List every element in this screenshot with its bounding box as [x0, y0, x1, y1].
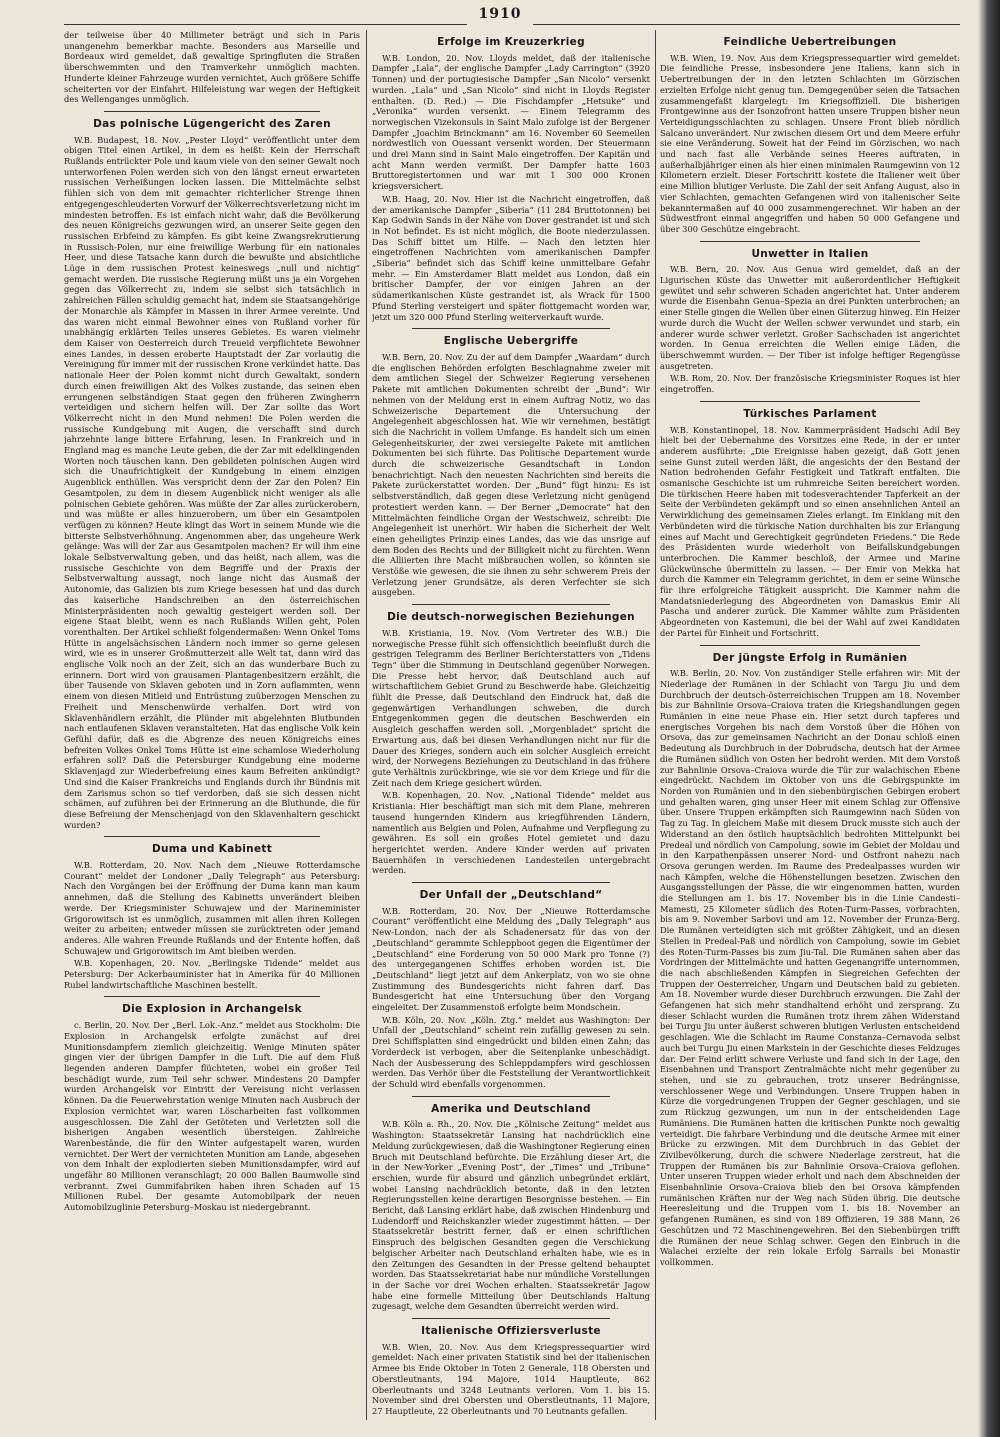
- article: [660, 241, 960, 395]
- article-separator: [412, 604, 610, 605]
- article-headline: Erfolge im Kreuzerkrieg: [437, 36, 585, 48]
- article-paragraph: der teilweise über 40 Millimeter beträgt und sich in Paris unangenehm bemerkbar machte. Besonders aus Marseille und Bordeaux wird gemeldet, daß gewaltige Springfluten die Straßen überschwemmten und den Tramverkehr unmöglich machten. Hunderte kleiner Fahrzeuge wurden vernichtet, Auch größere Schiffe scheiterten vor der Einfahrt. Hilfeleistung war wegen der Heftigkeit des Wellenganges unmöglich.: [64, 30, 360, 105]
- article-separator: [700, 401, 920, 402]
- article-paragraph: W.B. London, 20. Nov. Lloyds meldet, daß der italienische Dampfer „Lala“, der englische Dampfer „Lady Carrington“ (3920 Tonnen) und der portugiesische Dampfer „San Nicolo“ versenkt wurden. „Lala“ und „San Nicolo“ sind nicht in Lloyds Register enthalten. (D. Red.) — Die Fischdampfer „Hetsuke“ und „Veronika“ wurden versenkt. — Einem Telegramm des norwegischen Vizekonsuls in Saint Malo zufolge ist der Bergener Dampfer „Joachim Brinckmann“ am 16. November 60 Seemeilen nordwestlich von Ouessant versenkt worden. Der Steuermann und drei Mann sind in Saint Malo eingetroffen. Der Kapitän und acht Mann werden vermißt. Der Dampfer hatte 1603 Bruttoregistertonnen und war mit 1 300 000 Kronen kriegsversichert.: [372, 52, 650, 192]
- column-divider: [655, 30, 656, 1420]
- article-paragraph: W.B. Kopenhagen, 20. Nov. „National Tidende“ meldet aus Kristiania: Hier beschäftigt man sich mit dem Plane, mehreren tausend hungernden Kindern aus kriegführenden Ländern, namentlich aus Belgien und Polen, Aufnahme und Verpflegung zu gewähren. Es soll ein großes Hotel gemietet und dazu hergerichtet werden. Andere Kinder werden auf privaten Bauernhöfen in verschiedenen Landesteilen untergebracht werden.: [372, 790, 650, 876]
- article-separator: [412, 1318, 610, 1319]
- article-paragraph: W.B. Rotterdam, 20. Nov. Der „Nieuwe Rotterdamsche Courant“ veröffentlicht eine Meldung des „Daily Telegraph“ aus New-London, nach der als Schadenersatz für das von der „Deutschland“ gerammte Schleppboot gegen die Eigentümer der „Deutschland“ eine Forderung von 50 000 Mark pro Tonne (?) des untergegangenen Schiffes erhoben worden ist. Die „Deutschland“ liegt jetzt auf dem Ankerplatz, von wo sie ohne Zustimmung des Bundesgerichts nicht fahren darf. Das Bundesgericht hat eine Untersuchung über den Vorgang eingeleitet. Der Zusammenstoß erfolgte beim Mondschein.: [372, 905, 650, 1013]
- article: [372, 604, 650, 876]
- article-separator: [104, 111, 320, 112]
- article: [660, 401, 960, 639]
- article-separator: [412, 328, 610, 329]
- article-headline: Feindliche Uebertreibungen: [723, 36, 897, 48]
- article-paragraph: W.B. Rotterdam, 20. Nov. Nach dem „Nieuwe Rotterdamsche Courant“ meldet der Londoner „Daily Telegraph“ aus Petersburg: Nach den Vorgängen bei der Eröffnung der Duma kann man kaum annehmen, daß die Stellung des Kabinetts unverändert bleiben werde. Der Kriegsminister Schuwajew und der Marineminister Grigorowitsch ist es unmöglich, zusammen mit allen ihren Kollegen weiter zu arbeiten; entweder müssen sie zurücktreten oder jemand anderes. Alle wahren Freunde Rußlands und der Entente hoffen, daß Schuwajew und Grigorowitsch im Amt bleiben werden.: [64, 860, 360, 956]
- article: [64, 836, 360, 990]
- scan-border: [978, 0, 1000, 1437]
- article-paragraph: W.B. Kristiania, 19. Nov. (Vom Vertreter des W.B.) Die norwegische Presse fühlt sich offensichtlich beeinflußt durch die gestrigen Telegramm des Berliner Berichterstatters von „Tidens Tegn“ über die Stimmung in Deutschland gegenüber Norwegen. Die Presse hebt hervor, daß Deutschland auch auf wirtschaftlichem Gebiet Grund zu Beschwerde habe. Gleichzeitig fühlt die Presse, daß Deutschland den Eindruck hat, daß die gegenwärtigen Verhandlungen schweben, die durch Entgegenkommen gegen die deutschen Beschwerden ein Ausgleich geschaffen werden soll. „Morgenbladet“ spricht die Erwartung aus, daß bei diesen Verhandlungen nicht nur für die Dauer des Krieges, sondern auch ein solcher Ausgleich erreicht wird, der Norwegens Beziehungen zu Deutschland in das frühere gute Verhältnis zurückbringe, wie sie vor dem Kriege und für die Zeit nach dem Kriege gesichert würden.: [372, 627, 650, 788]
- article-paragraph: W.B. Haag, 20. Nov. Hier ist die Nachricht eingetroffen, daß der amerikanische Dampfer „Siberia“ (11 284 Bruttotonnen) bei Kap Godwin Sands in der Nähe von Dover gestrandet ist und sich in Not befindet. Es ist nicht möglich, die Boote niederzulassen. Das Schiff bittet um Hilfe. — Nach den letzten hier eingetroffenen Nachrichten vom amerikanischen Dampfer „Siberia“ befindet sich das Schiff keine unmittelbare Gefahr mehr. — Ein Amsterdamer Blatt meldet aus London, daß ein britischer Dampfer, der vor einigen Jahren an der südamerikanischen Küste gestrandet ist, als Wrack für 1500 Pfund Sterling versteigert und später flottgemacht worden war, jetzt um 320 000 Pfund Sterling weiterverkauft wurde.: [372, 193, 650, 322]
- column-divider: [366, 30, 367, 1420]
- article-headline: Englische Uebergriffe: [443, 335, 579, 348]
- article: [372, 37, 650, 322]
- article-paragraph: W.B. Rom, 20. Nov. Der französische Kriegsminister Roques ist hier eingetroffen.: [660, 373, 960, 395]
- article-headline: Der Unfall der „Deutschland“: [419, 889, 603, 902]
- article-separator: [412, 882, 610, 883]
- article-headline: Amerika und Deutschland: [431, 1102, 591, 1115]
- article-headline: Die deutsch-norwegischen Beziehungen: [387, 611, 635, 624]
- article-headline: Der jüngste Erfolg in Rumänien: [712, 651, 908, 664]
- article-separator: [700, 645, 920, 646]
- column-3: [660, 30, 960, 1425]
- article: [372, 882, 650, 1090]
- column-2: [372, 30, 650, 1425]
- article-separator: [700, 241, 920, 242]
- article: [64, 30, 360, 105]
- article-paragraph: W.B. Budapest, 18. Nov. „Pester Lloyd“ veröffentlicht unter dem obigen Titel einen Artikel, in dem es heißt: Kein der Herrschaft Rußlands entrückter Pole und kaum viele von den seiner Gewalt noch unterworfenen Polen werden sich von den längst erneut erwarteten russischen Verheißungen locken lassen. Die Mittelmächte selbst fühlen sich von dem mit gemachter richterlicher Strenge ihnen entgegengeschleuderten Vorwurf der Völkerrechtsverletzung nicht im mindesten betroffen. Es ist einfach nicht wahr, daß die Bevölkerung des neuen Königreichs gezwungen wird, an unserer Seite gegen den russischen Erbfeind zu kämpfen. Es gibt keine Zwangsrekrutierung in Russisch-Polen, nur eine freiwillige Werbung für ein nationales Heer, und diese Tatsache kann durch die bewußte und absichtliche Lüge in dem russischen Protest keineswegs „null und nichtig“ gemacht werden. Die russische Regierung müßt uns ja ein Vorgehen gegen das Völkerrecht zu, indem sie selbst sich tatsächlich in zahlreichen Fällen schuldig gemacht hat, indem sie Staatsangehörige der Monarchie als Kämpfer in Massen in ihrer Armee vereinte. Und das waren nicht einmal Bewohner eines von Rußland vorher für unabhängig erklärten Teiles unseres Gebietes. Es waren vielmehr dem Kaiser von Oesterreich durch Treueid verpflichtete Bewohner eines Landes, in dessen eroberte Hauptstadt der Zar vorlautig die Vereinigung für immer mit der russischen Krone verkündet hatte. Das nationale Heer der Polen kommt nicht durch Gewaltakt, sondern durch einen freiwilligen Akt des Volkes zustande, das seinen eben errungenen selbständigen Staat gegen den früheren Zwingherrn verteidigen und sichern helfen will. Der Zar sollte das Wort Völkerrecht nicht in den Mund nehmen! Die Polen werden die russische Kundgebung mit Augen, die verschafft sind durch jahrzehnte lange bittere Erfahrung, lesen. In Frankreich und in England mag es manche Leute geben, die der Zar mit edelklingenden Worten noch täuschen kann. Den gebildeten polnischen Augen wird sich die Unaufrichtigkeit der Kundgebung in einem einzigen Augenblick enthüllen. Was verspricht denn der Zar den Polen? Ein Gesamtpolen, zu dem in diesem Augenblick nicht weniger als alle polnischen Gebiete gehören. Was müßte der Zar alles zurückerobern, und was müßte er alles hinzuerobern, um über ein Gesamtpolen verfügen zu können? Heute klingt das Wort in seinem Munde wie die bitterste Selbstverhöhnung. Angenommen aber, das ungeheure Werk gelänge: Was will der Zar aus Gesamtpolen machen? Er will ihm eine lokale Selbstverwaltung geben, und das heißt, nach allem, was die russische Geschichte von dem Begriffe und der Praxis der Selbstverwaltung aussagt, noch lange nicht das Ausmaß der Autonomie, das Galizien bis zum Kriege besessen hat und das durch das kaiserliche Handschreiben an den österreichischen Ministerpräsidenten noch gewaltig gesteigert werden soll. Der eigene Staat bleibt, wenn es nach Rußlands Willen geht, Polen vorenthalten. Der Artikel schließt folgendermaßen: Wenn Onkel Toms Hütte in angelsächsischen Ländern noch immer so gerne gelesen wird, wie es in unserer Großmutterzeit alle Welt tat, dann wird das englische Volk noch an der Zeit, sich an das wunderbare Buch zu erinnern. Dort wird von grausamen Plantagenbesitzern erzählt, die über Tausende von Sklaven geboten und in Zorn auflammten, wenn einem von diesen Mitleid und Entrüstung zuüberzogen Menschen zu Freiheit und Menschenwürde verhalfen. Dort wird von Sklavenhändlern erzählt, die Plünder mit abgelehnten Blutbunden nach entlaufenen Sklaven veranstalteten. Hat das englische Volk kein Gefühl dafür, daß es die Abgrenze des neuen Königreichs eines befreiten Volkes Onkel Toms Hütte ist eine schamlose Wiederholung erfahren soll? Daß die Petersburger Kundgebung eine moderne Sklavenjagd zur Wiederbefreiung eines kaum Befreiten ankündigt? Und sind die Kaiser Frankreichs und Englands durch ihr Bündnis mit dem Zarismus schon so tief verdorben, daß sie sich dessen nicht schämen, auf zuführen bei der Erinnerung an die Bluthunde, die für diese Befreiung der Menschenjagd von den Sklavenhaltern geschickt wurden?: [64, 134, 360, 830]
- article-headline: Die Explosion in Archangelsk: [122, 1003, 302, 1016]
- article: [64, 111, 360, 830]
- article: [372, 1318, 650, 1417]
- article: [372, 1096, 650, 1312]
- article-paragraph: W.B. Konstantinopel, 18. Nov. Kammerpräsident Hadschi Adil Bey hielt bei der Uebernahme des Vorsitzes eine Rede, in der er unter anderem ausführte: „Die Ereignisse haben gezeigt, daß Gott jenen seine Gunst zuteil werden läßt, die angesichts der den Bestand der Nation bedrohenden Gefahr Festigkeit und Tatkraft entfalten. Die osmanische Geschichte ist um ruhmreiche Seiten bereichert worden. Die türkischen Heere haben mit todesverachtender Tapferkeit an der Seite der Verbündeten gekämpft und so einen ansehnlichen Anteil an Verwirklichung des gemeinsamen Zieles erlangt. Im Einklang mit den Verbündeten wird die türkische Nation durchhalten bis zur Erlangung eines auf Macht und Gerechtigkeit gegründeten Friedens.“ Die Rede des Präsidenten wurde wiederholt von Beifallskundgebungen unterbrochen. Die Kammer beschloß, der Armee und Marine Glückwünsche übermitteln zu lassen. — Der Emir von Mekka hat durch die Kammer ein Telegramm gerichtet, in dem er seine Wünsche für ihre erfolgreiche Tätigkeit ausspricht. Die Kammer nahm die Mandatsniederlegung des Abgeordneten von Damaskus Emir Ali Pascha und anderer zurück. Die Kammer wählte zum Präsidenten Abgeordneten von Kastemuni, die bei der Wahl auf zwei Kandidaten der Partei für Einheit und Fortschritt.: [660, 424, 960, 638]
- article: [64, 996, 360, 1212]
- article-separator: [104, 836, 320, 837]
- article-headline: Das polnische Lügengericht des Zaren: [93, 117, 331, 130]
- column-1: [64, 30, 360, 1425]
- article-headline: Unwetter in Italien: [751, 247, 869, 260]
- article: [372, 328, 650, 598]
- article-separator: [412, 1096, 610, 1097]
- article-paragraph: W.B. Wien, 19. Nov. Aus dem Kriegspressequartier wird gemeldet: Die feindliche Presse, insbesondere jene Italiens, kann sich in Uebertreibungen der in den letzten Schlachten im Görzischen erzielten Erfolge nicht genug tun. Demgegenüber seien die Tatsachen zusammengefaßt klargelegt: Im Kriegsoffiziell. Die bisherigen Frontgewinne aus der Isonzofront hatten unsere Truppen bisher neun Verteidigungsschlachten zu schlagen. Unsere Front blieb nördlich Salcano unverändert. Nur zwischen diesem Ort und dem Meere erfuhr sie eine Veränderung. Soweit hat der Feind im Görzischen, wo nach und nach fast alle Verbände seines Heeres auftraten, in außerhalbjähriger einen als hier einen minimalen Raumgewinn von 12 Kilometern erzielt. Dieser Fortschritt kostete die Italiener weit über eine Million blutiger Verluste. Die Zahl der seit Anfang August, also in vier Schlachten, gemachten Gefangenen wird von italienischer Seite bekanntermaßen auf 40 000 zusammengerechnet. Wir haben an der Südwestfront einmal angegriffen und haben 50 000 Gefangene und über 300 Geschütze eingebracht.: [660, 52, 960, 234]
- page-number: 1910: [478, 6, 522, 22]
- article-headline: Türkisches Parlament: [743, 407, 877, 420]
- article-paragraph: W.B. Kopenhagen, 20. Nov. „Berlingske Tidende“ meldet aus Petersburg: Der Ackerbauminister hat in Amerika für 40 Millionen Rubel landwirtschaftliche Maschinen bestellt.: [64, 958, 360, 990]
- article-paragraph: W.B. Wien, 20. Nov. Aus dem Kriegspressequartier wird gemeldet: Nach einer privaten Statistik sind bei der italienischen Armee bis Ende Oktober in Toten 2 Generale, 118 Obersten und Oberstleutnants, 194 Majore, 1014 Hauptleute, 862 Oberleutnants und 3248 Leutnants verloren. Vom 1. bis 15. November sind drei Obersten und Oberstleutnants, 11 Majore, 27 Hauptleute, 22 Oberleutnants und 70 Leutnants gefallen.: [372, 1341, 650, 1416]
- header-rule-right: [533, 24, 960, 25]
- article: [660, 645, 960, 1268]
- article: [660, 37, 960, 235]
- header-rule-left: [64, 24, 467, 25]
- article-paragraph: W.B. Köln, 20. Nov. „Köln. Ztg.“ meldet aus Washington: Der Unfall der „Deutschland“ scheint rein zufällig gewesen zu sein. Drei Schiffsplatten sind eingedrückt und bilden einen Zahn; das Vorderdeck ist verbogen, aber die Seitenplanke unbeschädigt. Nach der Ausbesserung des Schleppdampfers wird geschlossen werden. Das Verhör über die Feststellung der Verantwortlichkeit der Schuld wird ebenfalls vorgenommen.: [372, 1014, 650, 1089]
- article-separator: [104, 996, 320, 997]
- article-paragraph: W.B. Berlin, 20. Nov. Von zuständiger Stelle erfahren wir: Mit der Niederlage der Rumänen in der Schlacht von Targu Jiu und dem Durchbruch der deutsch-österreichischen Truppen am 18. November bis zur Bahnlinie Orsova–Craiova traten die Kriegshandlungen gegen Rumänien in eine neue Phase ein. Hier setzt durch tapferes und energisches Vorgehen bis nach dem Vorstoß über die Höhen von Orsova, das zur gemeinsamen Nachricht an der Donau schloß einen Bedeutung als Durchbruch in der Dobrudscha, deutsch hat der Armee die Rumänen südlich von Osten her bedroht werden. Mit dem Vorstoß zur Bahnlinie Orsova–Craiova wurde die Tür zur walachischen Ebene eingedrückt. Nachdem im Oktober von uns die Gebirgspunkte im Norden von Rumänien und in den siebenbürgischen Gebirgen erobert und gehalten waren, ging unser Heer mit einem Schlag zur Offensive über. Unsere Truppen erkämpften sich Raumgewinn nach Süden von Tag zu Tag. In gleichem Maße mit diesem Druck musste sich auch der Widerstand an den östlich hauptsächlich bedrohten Mittelpunkt bei Predeal und nördlich von Campolung, sowie im Gebiet der Moldau und in den Karpathenpässen unserer Nord- und Ostfront nahezu nach Orsova gerungen werden. Im Raume des Predealpasses wurden wir nach Kämpfen, welche die Höhenstellungen besetzen. Zwischen den Ausgangsstellungen der Pässe, die wir eingenommen hatten, wurden die Stellungen am 1. bis 17. November bis in die Linie Candesti–Mamesti, 25 Kilometer südlich des Roten-Turm-Passes, vorbrachten, bis am 9. November Sarbovi und am 12. November der Frunza-Berg. Die Rumänen verteidigten sich mit größter Zähigkeit, und an diesen Stellen in Predeal-Paß und nördlich von Campolung, sowie im Gebiet des Roten-Turm-Passes bis zum Jiu-Tal. Die Rumänen sahen aber das Vordringen der Mittelmächte und hatten Gegenangriffe unternommen, die nach abschließenden Kämpfen in Siegreichen Gefechten der Truppen der Oesterreicher, Ungarn und Deutschen bald zu gebieten. Am 18. November wurde dieser Durchbruch erzwungen. Die Zahl der Gefangenen hat sich mehr standhaltend erhöht und zersprang. Zu dieser Schlacht wurden die Rumänen trotz ihrem zähen Widerstand bei Turgu Jiu unter äußerst schweren blutigen Verlusten entscheidend geschlagen. Wie die Schlacht im Raume Constanza–Cernavoda selbst auch bei Turgu Jiu einen Markstein in der Geschichte dieses Feldzuges dar. Der Feind erlitt schwere Verluste und fand sich in der Lage, den Eisenbahnen und Transport Zentralmächte nicht mehr gegenüber zu stehen, und sie zu gebrauchen, trotz unserer Bedrängnisse, verschlossener Wege und Verbindungen. Unsere Truppen haben in Kürze die vorgedrungenen Truppen der Gegner geschlagen, und sie zum Rückzug gezwungen, um nun in der entscheidenden Lage Rumäniens. Die Rumänen hatten die kritischen Punkte noch gewaltig verteidigt. Die fahrbare Verbindung und die deutsche Armee mit einer Brücke zu erzwingen. Mit dem Durchbruch in das Gebiet der Zivilbevölkerung, durch die schwere Niederlage zerstreut, hat die Truppen der Rumänen bis zur Bahnlinie Orsova–Craiova geflohen. Unter unseren Truppen wieder erholt und nach dem Abschneiden der Eisenbahnlinie Orsova–Craiova blieb den bei Orsova kämpfenden rumänischen Kräften nur der Weg nach Süden übrig. Die deutsche Heeresleitung und die Truppen vom 1. bis 18. November an gefangenen Rumänen, es sind von 189 Offizieren, 19 388 Mann, 26 Geschützen und 72 Maschinengewehren. Bei den Siebenbürgen trifft die Rumänen der neue Schlag schwer. Gegen den Einbruch in die Walachei erzielte der rein lokale Erfolg Sarrails bei Monastir vollkommen.: [660, 668, 960, 1267]
- article-headline: Duma und Kabinett: [151, 843, 273, 856]
- article-headline: Italienische Offiziersverluste: [421, 1325, 601, 1338]
- article-paragraph: c. Berlin, 20. Nov. Der „Berl. Lok.-Anz.“ meldet aus Stockholm: Die Explosion in Archangelsk erfolgte zunächst auf drei Munitionsdampfern ziemlich gleichzeitig. Wenige Minuten später gingen vier der übrigen Dampfer in die Luft. Die auf dem Fluß liegenden anderen Dampfer flüchteten, wobei ein großer Teil beschädigt wurde, zum Teil sehr schwer. Mindestens 20 Dampfer wurden Archangelsk vor Eintritt der Vereisung nicht verlassen können. Da die Feuerwehrstation wenige Minuten nach Ausbruch der Explosion vernichtet war, waren Löscharbeiten fast vollkommen ausgeschlossen. Die Zahl der Getöteten und Verletzten soll die bisherigen Angaben wesentlich übersteigen. Zahlreiche Warenbestände, die für den Winter aufgestapelt waren, wurden vernichtet. Der Wert der vernichteten Munition am Lande, abgesehen von dem Inhalt der explodierten sieben Munitionsdampfer, wird auf ungefähr 80 Millionen veranschlagt; 20 000 Ballen Baumwolle sind verbrannt. Zwei Gummifabriken haben ihren Schaden auf 15 Millionen Rubel. Der gesamte Automobilpark der neuen Automobilzuglinie Petersburg–Moskau ist niedergebrannt.: [64, 1020, 360, 1213]
- article-paragraph: W.B. Bern, 20. Nov. Aus Genua wird gemeldet, daß an der Ligurischen Küste das Unwetter mit außerordentlicher Heftigkeit gewütet und sehr schweren Schaden angerichtet hat. Unter anderem wurde die Eisenbahn Genua–Spezia an drei Punkten unterbrochen; an einer Stelle gingen die Wellen über einen Güterzug hinweg. Ein Heizer wurde durch die Wucht der Wellen schwer verwundet und starb, ein anderer wurde schwer verletzt. Großer Sachschaden ist angerichtet worden. In Genua erreichten die Wellen einige Läden, die überschwemmt wurden. — Der Tiber ist infolge heftiger Regengüsse ausgetreten.: [660, 264, 960, 371]
- article-paragraph: W.B. Köln a. Rh., 20. Nov. Die „Kölnische Zeitung“ meldet aus Washington: Staatssekretär Lansing hat nachdrücklich eine Meldung zurückgewiesen, daß die Washingtoner Regierung einen Bruch mit Deutschland befürchte. Die Erzählung dieser Art, die in der New-Yorker „Evening Post“, der „Times“ und „Tribune“ erschien, wurde für absurd und gänzlich unbegründet erklärt, wobei Lansing nachdrücklich betonte, daß in den letzten Regierungsstellen keine derartigen Besorgnisse bestehen. — Ein Bericht, daß Lansing erklärt habe, daß zwischen Hindenburg und Ludendorff und Reichskanzler wieder zugestimmt hätten. — Der Staatssekretär bestritt ferner, daß er einen schriftlichen Einspruch des belgischen Gesandten gegen die Verschickung belgischer Arbeiter nach Deutschland erhalten habe, wie es in den Zeitungen des Gesandten in der Presse geltend behauptet worden. Das Staatssekretariat habe nur mündliche Vorstellungen in der Sache vor drei Wochen erhalten. Staatssekretär Jagow habe eine formelle Mitteilung über Deutschlands Haltung zugesagt, welche dem Gesandten überreicht werden wird.: [372, 1119, 650, 1312]
- article-paragraph: W.B. Bern, 20. Nov. Zu der auf dem Dampfer „Waardam“ durch die englischen Behörden erfolgten Beschlagnahme zweier mit dem amtlichen Siegel der Schweizer Regierung versehenen Pakete mit amtlichen Dokumenten schreibt der „Bund“: Wir nehmen von der Meldung erst in einem Auftrag Notiz, wo das Schweizerische Departement die Untersuchung der Angelegenheit abgeschlossen hat. Wie wir vernehmen, bestätigt sich die Nachricht in vollem Umfange. Es handelt sich um einen Gelegenheitskurier, der zwei versiegelte Pakete mit amtlichen Dokumenten bei sich führte. Das Politische Departement wurde durch die schweizerische Gesandtschaft in London benachrichtigt. Nach den neuesten Nachrichten sind bereits die Pakete zurückerstattet worden. Der „Bund“ fügt hinzu: Es ist selbstverständlich, daß gegen diese Verletzung nicht genügend protestiert werden kann. — Der Berner „Democrate“ hat den Mittelmächten feindliche Organ der Westschweiz, schreibt: Die Angelegenheit ist unerhört. Wir haben die Sicherheit der Welt einen geheiligtes Prinzip eines Landes, das wie das unsrige auf dem Boden des Rechts und der Billigkeit nicht zu fürchten. Wenn die Alliierten ihre Macht mißbrauchen wollen, so könnten sie Verstöße wie gewesen, die sie ihnen zu sehr schwerem Preis der Verletzung jener Grundsätze, als deren Verfechter sie sich ausgeben.: [372, 351, 650, 598]
